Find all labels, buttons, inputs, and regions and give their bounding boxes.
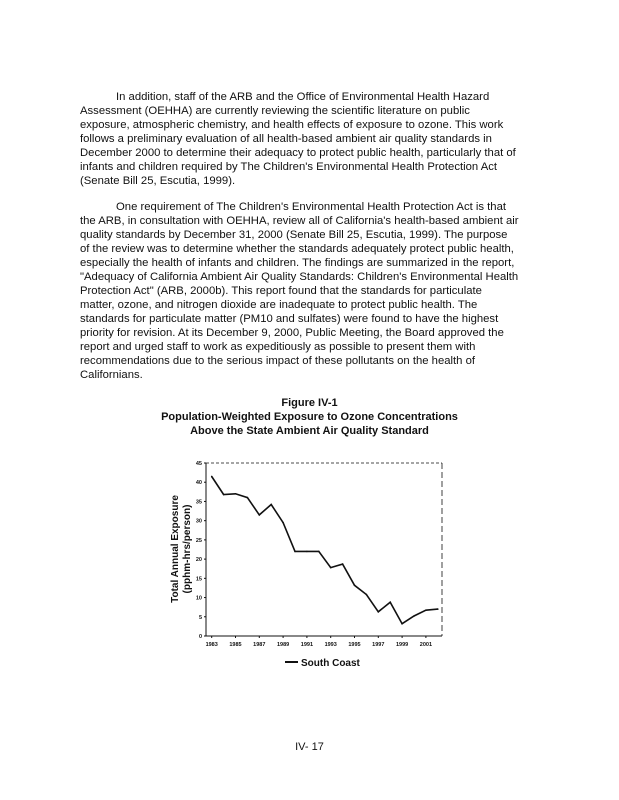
data-point — [342, 563, 344, 565]
y-axis-label-line-1: Total Annual Exposure — [170, 495, 181, 603]
data-point — [366, 594, 368, 596]
text-line: "Adequacy of California Ambient Air Quality Standards: Children's Environmental Health — [80, 271, 519, 283]
text-line: December 2000 to determine their adequacy to protect public health, particularly that of — [80, 147, 516, 159]
text-line: Protection Act" (ARB, 2000b). This report found that the standards for particulate — [80, 285, 482, 297]
y-tick-label: 0 — [198, 634, 202, 640]
x-tick-label: 1997 — [372, 642, 385, 648]
figure-title-line-2: Above the State Ambient Air Quality Standard — [190, 425, 429, 437]
text-line: matter, ozone, and nitrogen dioxide are inadequate to protect public health. The — [80, 299, 478, 311]
y-tick-label: 40 — [195, 480, 202, 487]
figure-title-line-1: Population-Weighted Exposure to Ozone Concentrations — [161, 411, 458, 423]
text-line: Californians. — [80, 369, 143, 381]
x-tick-label: 1985 — [229, 642, 242, 648]
text-line: of the review was to determine whether the standards adequately protect public health, — [80, 243, 514, 255]
y-tick-label: 15 — [195, 576, 202, 583]
text-line: follows a preliminary evaluation of all health-based ambient air quality standards in — [80, 133, 492, 145]
y-tick-label: 45 — [195, 461, 202, 467]
series-line-south-coast — [212, 477, 438, 624]
data-point — [247, 497, 249, 499]
y-tick-label: 10 — [195, 595, 202, 602]
text-line: standards for particulate matter (PM10 and sulfates) were found to have the highest — [80, 313, 499, 325]
data-point — [413, 615, 415, 617]
x-tick-label: 1989 — [276, 642, 290, 648]
x-tick-label: 1987 — [253, 642, 266, 648]
text-line: exposure, atmospheric chemistry, and health effects of exposure to ozone. This work — [80, 119, 504, 131]
text-line: recommendations due to the serious impact of these pollutants on the health of — [80, 355, 476, 367]
x-tick-label: 1983 — [205, 642, 218, 648]
text-line: One requirement of The Children's Environmental Health Protection Act is that — [116, 201, 507, 213]
data-point — [259, 514, 261, 516]
text-line: priority for revision. At its December 9, 2000, Public Meeting, the Board approved the — [80, 327, 504, 339]
data-point — [223, 494, 225, 496]
data-point — [318, 551, 320, 553]
data-point — [389, 601, 391, 603]
text-line: infants and children required by The Children's Environmental Health Protection Act — [80, 161, 498, 173]
y-tick-label: 20 — [195, 557, 202, 564]
y-tick-label: 30 — [195, 518, 202, 525]
text-line: Assessment (OEHHA) are currently reviewing the scientific literature on public — [80, 105, 470, 117]
data-point — [294, 551, 296, 553]
x-tick-label: 1999 — [395, 642, 409, 648]
data-point — [235, 493, 237, 495]
text-line: quality standards by December 31, 2000 (Senate Bill 25, Escutia, 1999). The purpose — [80, 229, 508, 241]
data-point — [378, 611, 380, 613]
data-point — [282, 522, 284, 524]
y-tick-label: 5 — [198, 614, 202, 621]
legend-label: South Coast — [301, 658, 360, 669]
y-tick-label: 25 — [195, 537, 202, 544]
y-axis-label-line-2: (pphm-hrs/person) — [182, 504, 193, 594]
x-tick-label: 1991 — [300, 642, 314, 648]
text-line: the ARB, in consultation with OEHHA, review all of California's health-based ambient air — [80, 215, 519, 227]
x-tick-label: 1993 — [324, 642, 337, 648]
data-point — [330, 567, 332, 569]
data-point — [270, 504, 272, 506]
page-number: IV- 17 — [295, 741, 324, 753]
y-tick-label: 35 — [195, 499, 202, 506]
text-line: report and urged staff to work as expeditiously as possible to present them with — [80, 341, 476, 353]
data-point — [401, 623, 403, 625]
data-point — [425, 609, 427, 611]
text-line: In addition, staff of the ARB and the Office of Environmental Health Hazard — [116, 91, 490, 103]
data-point — [354, 584, 356, 586]
figure-label: Figure IV-1 — [281, 397, 338, 409]
x-tick-label: 1995 — [348, 642, 361, 648]
text-line: (Senate Bill 25, Escutia, 1999). — [80, 175, 236, 187]
text-line: especially the health of infants and children. The findings are summarized in the report, — [80, 257, 515, 269]
data-point — [211, 476, 213, 478]
data-point — [306, 551, 308, 553]
data-point — [437, 608, 439, 610]
x-tick-label: 2001 — [419, 642, 433, 648]
